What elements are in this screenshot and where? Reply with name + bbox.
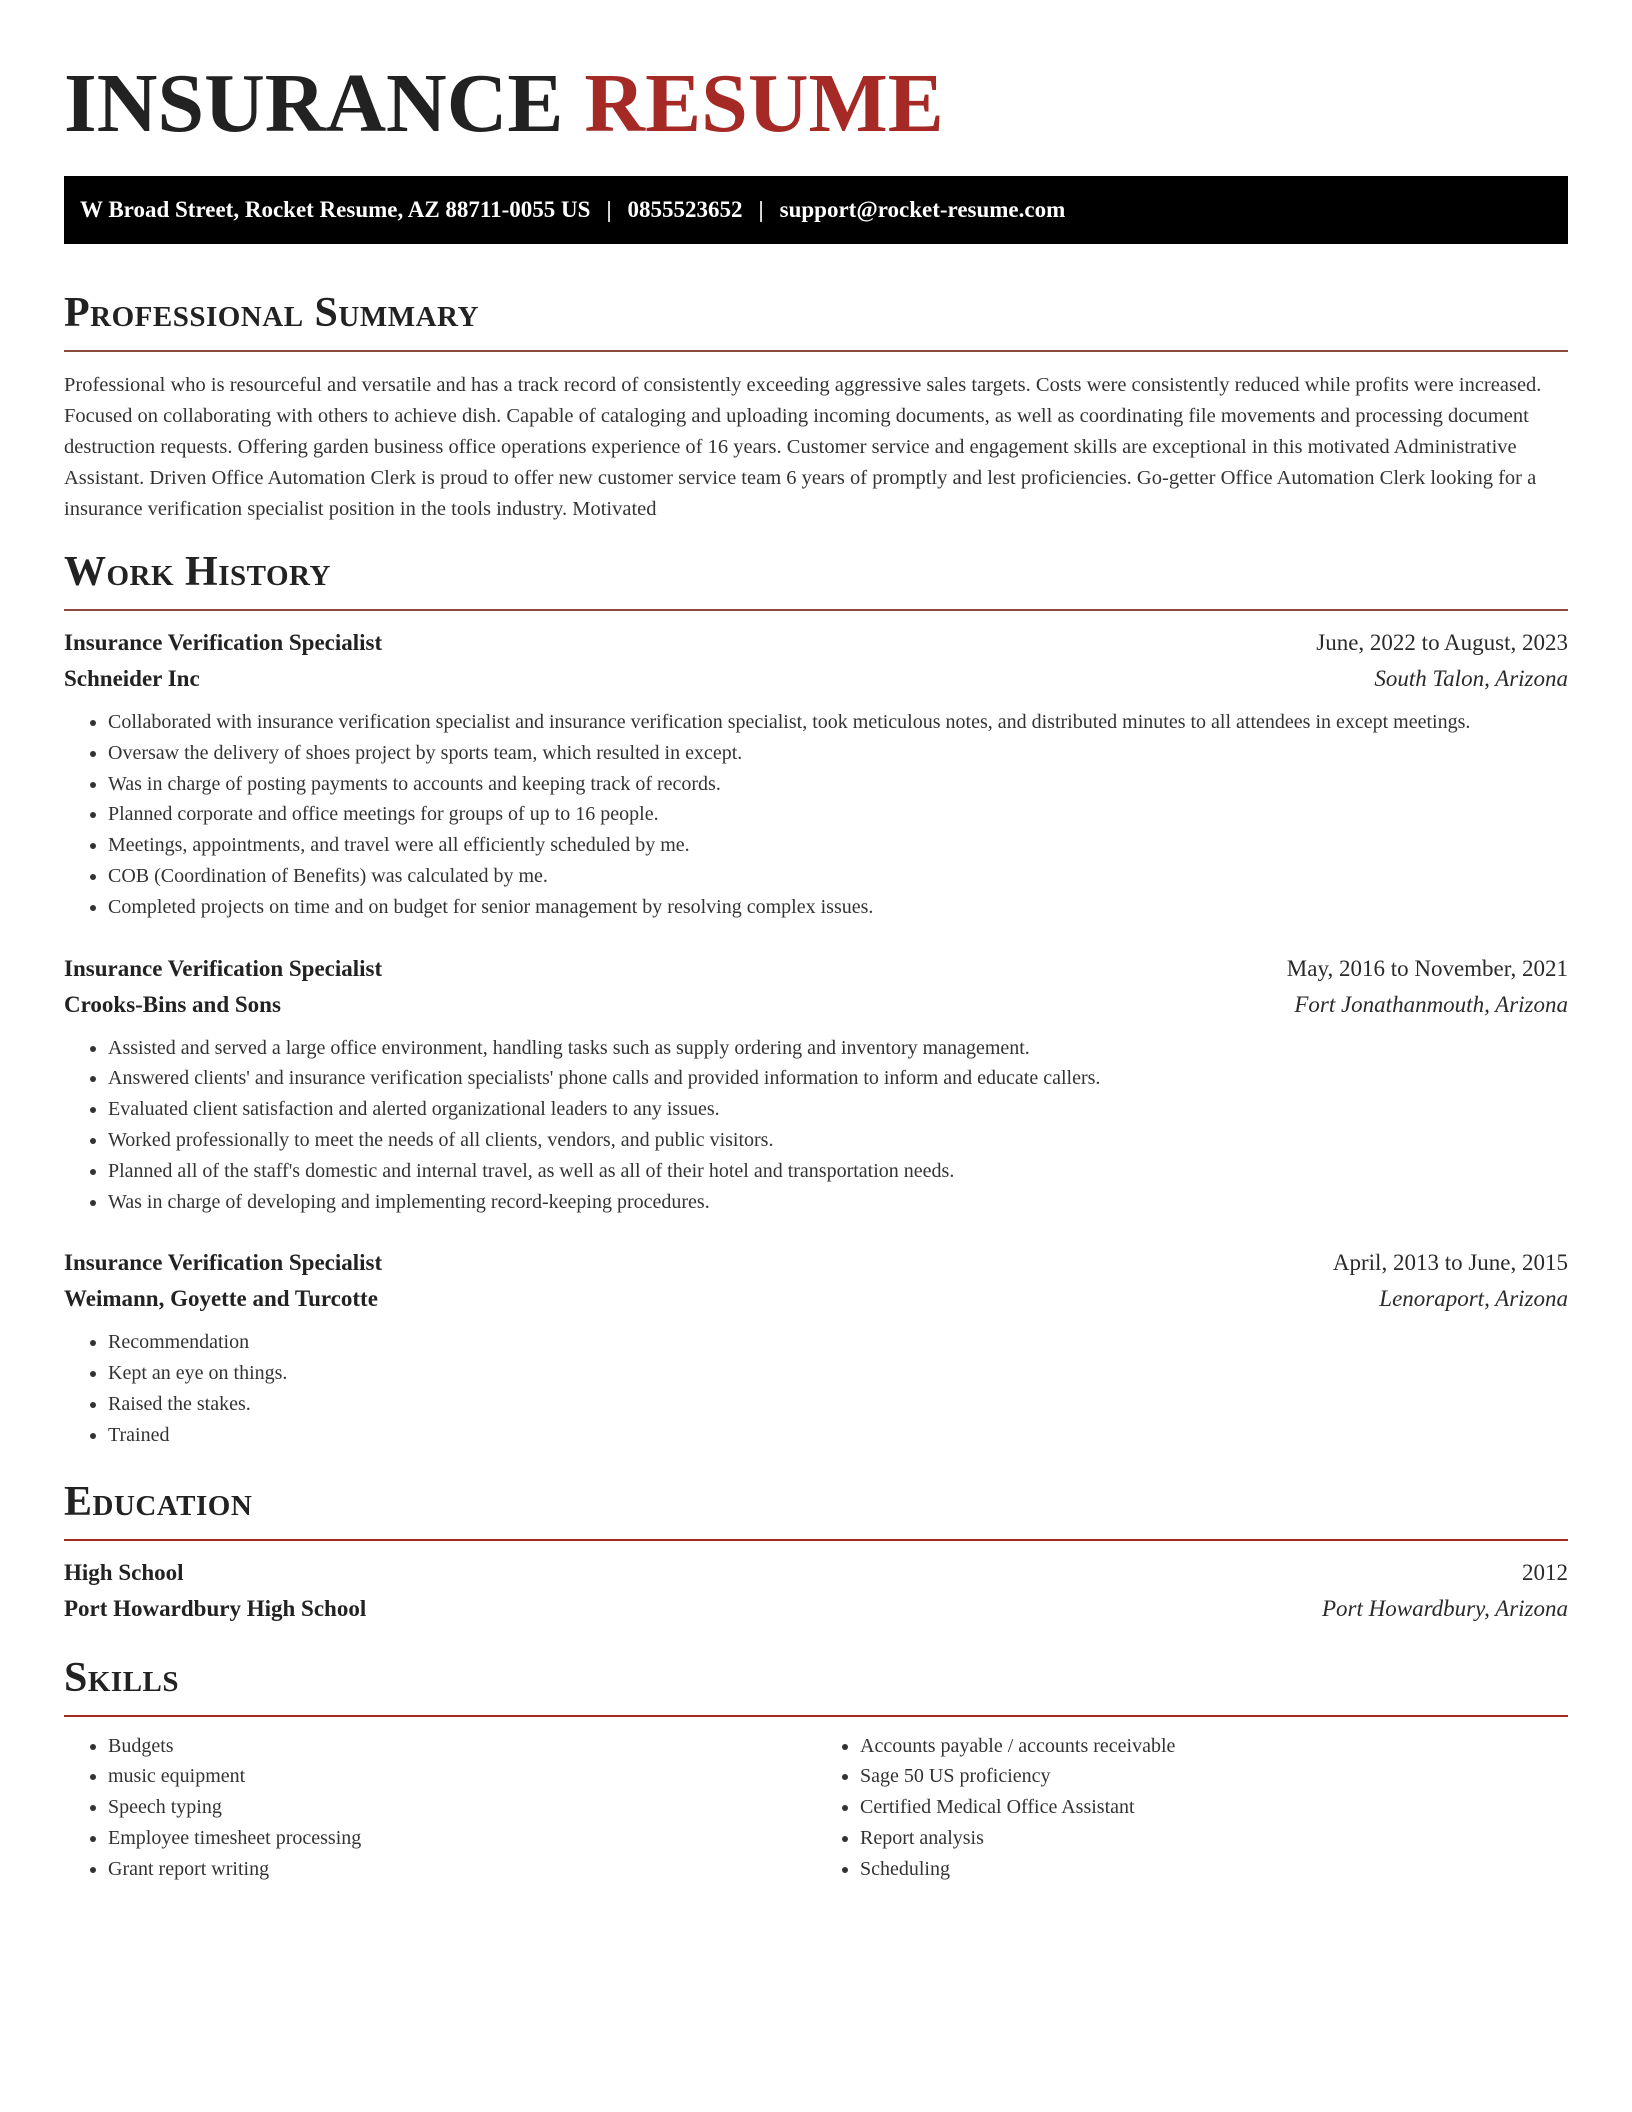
skill-item: • Report analysis — [860, 1823, 1568, 1854]
education-school: Port Howardbury High School — [64, 1595, 367, 1621]
section-divider — [64, 1715, 1568, 1717]
work-history-section — [64, 547, 1568, 1451]
job-company: Schneider Inc — [64, 666, 200, 691]
skills-list-right — [816, 1731, 1568, 1885]
job-company: Weimann, Goyette and Turcotte — [64, 1286, 378, 1312]
job-entry — [64, 1245, 1568, 1450]
section-title-education: Education — [64, 1478, 253, 1525]
list-item: • COB (Coordination of Benefits) was calculated by me. — [108, 861, 1568, 892]
list-item: • Planned all of the staff's domestic and internal travel, as well as all of their hotel and transportation needs. — [108, 1156, 1568, 1187]
resume-title — [64, 0, 1568, 176]
job-bullets — [64, 1033, 1568, 1218]
section-title-summary: Professional Summary — [64, 290, 479, 336]
skill-item: • Speech typing — [108, 1792, 816, 1823]
list-item: • Raised the stakes. — [108, 1389, 1568, 1420]
list-item: • Recommendation — [108, 1327, 1568, 1358]
section-title-skills: Skills — [64, 1654, 180, 1701]
summary-section — [64, 288, 1568, 525]
job-company-row — [64, 661, 1568, 697]
list-item: • Evaluated client satisfaction and alerted organizational leaders to any issues. — [108, 1094, 1568, 1125]
job-dates: April, 2013 to June, 2015 — [1332, 1250, 1568, 1276]
section-divider — [64, 1539, 1568, 1541]
list-item: • Collaborated with insurance verification specialist and insurance verification specialist, took meticulous notes, and distributed minutes to all attendees in except meetings. — [108, 707, 1568, 738]
job-entry — [64, 951, 1568, 1218]
list-item: • Was in charge of developing and implementing record-keeping procedures. — [108, 1187, 1568, 1218]
job-entry — [64, 625, 1568, 923]
job-header-row — [64, 1245, 1568, 1281]
skill-item: • Accounts payable / accounts receivable — [860, 1731, 1568, 1762]
contact-separator: | — [606, 197, 612, 222]
education-location: Port Howardbury, Arizona — [1321, 1595, 1568, 1621]
education-degree: High School — [64, 1559, 184, 1585]
skill-item: • music equipment — [108, 1761, 816, 1792]
job-location: South Talon, Arizona — [1374, 666, 1568, 691]
list-item: • Was in charge of posting payments to accounts and keeping track of records. — [108, 769, 1568, 800]
summary-text: Professional who is resourceful and versatile and has a track record of consistently exceeding aggressive sales targets. Costs were consistently reduced while profits were increased. Focused on collaborating with others to achieve dish. Capable of cataloging and uploading incoming documents, as well as coordinating file movements and processing document destruction requests. Offering garden business office operations experience of 16 years. Customer service and engagement skills are exceptional in this motivated Administrative Assistant. Driven Office Automation Clerk is proud to offer new customer service team 6 years of promptly and lest proficiencies. Go-getter Office Automation Clerk looking for a insurance verification specialist position in the tools industry. Motivated — [64, 374, 1542, 520]
skills-grid — [64, 1731, 1568, 1885]
job-company-row — [64, 987, 1568, 1023]
skills-list-left — [64, 1731, 816, 1885]
list-item: • Trained — [108, 1420, 1568, 1451]
skill-item: • Budgets — [108, 1731, 816, 1762]
list-item: • Completed projects on time and on budget for senior management by resolving complex issues. — [108, 892, 1568, 923]
education-entry — [64, 1555, 1568, 1627]
job-title: Insurance Verification Specialist — [64, 955, 383, 981]
contact-phone: 0855523652 — [627, 197, 743, 222]
job-dates: May, 2016 to November, 2021 — [1286, 955, 1568, 981]
section-divider — [64, 350, 1568, 352]
job-company: Crooks-Bins and Sons — [64, 991, 281, 1017]
section-divider — [64, 609, 1568, 611]
skills-section — [64, 1653, 1568, 1885]
list-item: • Worked professionally to meet the needs of all clients, vendors, and public visitors. — [108, 1125, 1568, 1156]
skill-item: • Scheduling — [860, 1854, 1568, 1885]
list-item: • Answered clients' and insurance verification specialists' phone calls and provided information to inform and educate callers. — [108, 1063, 1568, 1094]
job-company-row — [64, 1281, 1568, 1317]
skill-item: • Sage 50 US proficiency — [860, 1761, 1568, 1792]
skill-item: • Certified Medical Office Assistant — [860, 1792, 1568, 1823]
title-main: INSURANCE — [64, 57, 564, 150]
skill-item: • Grant report writing — [108, 1854, 816, 1885]
section-title-work-history: Work History — [64, 549, 331, 595]
skill-item: • Employee timesheet processing — [108, 1823, 816, 1854]
job-header-row — [64, 951, 1568, 987]
job-location: Lenoraport, Arizona — [1379, 1286, 1568, 1312]
job-location: Fort Jonathanmouth, Arizona — [1294, 991, 1568, 1017]
job-bullets — [64, 1327, 1568, 1450]
skills-column-left — [64, 1731, 816, 1885]
list-item: • Planned corporate and office meetings for groups of up to 16 people. — [108, 799, 1568, 830]
title-accent: RESUME — [584, 57, 944, 150]
education-school-row — [64, 1591, 1568, 1627]
contact-email: support@rocket-resume.com — [779, 197, 1066, 222]
contact-bar — [64, 176, 1568, 244]
job-dates: June, 2022 to August, 2023 — [1316, 630, 1568, 655]
job-title: Insurance Verification Specialist — [64, 630, 383, 655]
list-item: • Meetings, appointments, and travel were all efficiently scheduled by me. — [108, 830, 1568, 861]
contact-separator: | — [758, 197, 764, 222]
list-item: • Assisted and served a large office environment, handling tasks such as supply ordering and inventory management. — [108, 1033, 1568, 1064]
skills-column-right — [816, 1731, 1568, 1885]
list-item: • Kept an eye on things. — [108, 1358, 1568, 1389]
education-year: 2012 — [1522, 1559, 1568, 1585]
list-item: • Oversaw the delivery of shoes project by sports team, which resulted in except. — [108, 738, 1568, 769]
job-title: Insurance Verification Specialist — [64, 1250, 383, 1276]
job-bullets — [64, 707, 1568, 923]
job-header-row — [64, 625, 1568, 661]
contact-address: W Broad Street, Rocket Resume, AZ 88711-0055 US — [80, 197, 591, 222]
education-section — [64, 1477, 1568, 1627]
education-degree-row — [64, 1555, 1568, 1591]
